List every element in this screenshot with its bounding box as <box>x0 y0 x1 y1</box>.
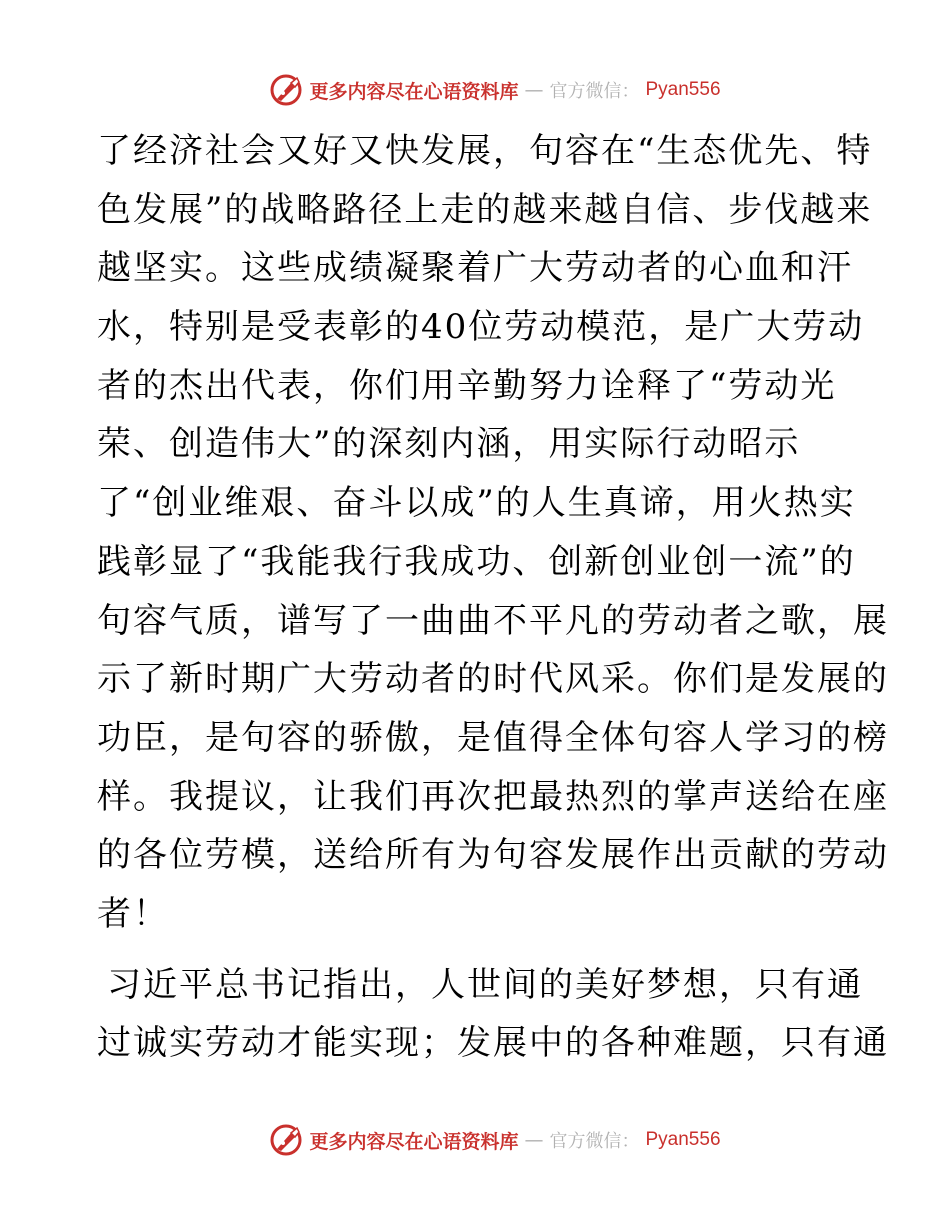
paragraph-2 <box>97 956 889 1073</box>
header-separator: — <box>524 79 544 101</box>
text-line: 水，特别是受表彰的40位劳动模范，是广大劳动 <box>97 307 865 348</box>
document-body <box>97 122 889 1073</box>
text-line: 者！ <box>97 893 169 934</box>
pen-nib-logo-icon <box>269 73 303 107</box>
text-line: 者的杰出代表，你们用辛勤努力诠释了“劳动光 <box>97 365 837 406</box>
footer-banner <box>0 1120 950 1160</box>
header-banner-content <box>269 73 720 107</box>
text-line: 了经济社会又好又快发展，句容在“生态优先、特 <box>97 131 873 171</box>
text-line: 了“创业维艰、奋斗以成”的人生真谛，用火热实 <box>97 483 856 524</box>
text-line: 句容气质，谱写了一曲曲不平凡的劳动者之歌，展 <box>97 600 889 641</box>
footer-separator: — <box>524 1129 544 1151</box>
header-wechat-id: Pyan556 <box>645 79 721 100</box>
paragraph-1 <box>97 122 889 944</box>
header-promo-text: 更多内容尽在心语资料库 <box>309 80 519 103</box>
footer-wechat-id: Pyan556 <box>645 1129 721 1150</box>
text-line: 色发展”的战略路径上走的越来越自信、步伐越来 <box>97 189 873 230</box>
header-wechat-label: 官方微信： <box>549 81 640 102</box>
header-banner <box>0 70 950 110</box>
footer-banner-content <box>269 1123 720 1157</box>
text-line: 践彰显了“我能我行我成功、创新创业创一流”的 <box>97 541 856 582</box>
paragraph-gap <box>97 944 857 956</box>
footer-wechat-label: 官方微信： <box>549 1131 640 1152</box>
text-line: 习近平总书记指出，人世间的美好梦想，只有通 <box>107 964 863 1005</box>
text-line: 示了新时期广大劳动者的时代风采。你们是发展的 <box>97 659 889 700</box>
text-line: 样。我提议，让我们再次把最热烈的掌声送给在座 <box>97 776 889 817</box>
footer-promo-text: 更多内容尽在心语资料库 <box>309 1130 519 1153</box>
text-line: 荣、创造伟大”的深刻内涵，用实际行动昭示 <box>97 424 801 465</box>
text-line: 过诚实劳动才能实现；发展中的各种难题，只有通 <box>97 1023 889 1064</box>
pen-nib-logo-icon <box>269 1123 303 1157</box>
text-line: 功臣，是句容的骄傲，是值得全体句容人学习的榜 <box>97 717 889 758</box>
text-line: 越坚实。这些成绩凝聚着广大劳动者的心血和汗 <box>97 248 853 289</box>
text-line: 的各位劳模，送给所有为句容发展作出贡献的劳动 <box>97 835 889 876</box>
